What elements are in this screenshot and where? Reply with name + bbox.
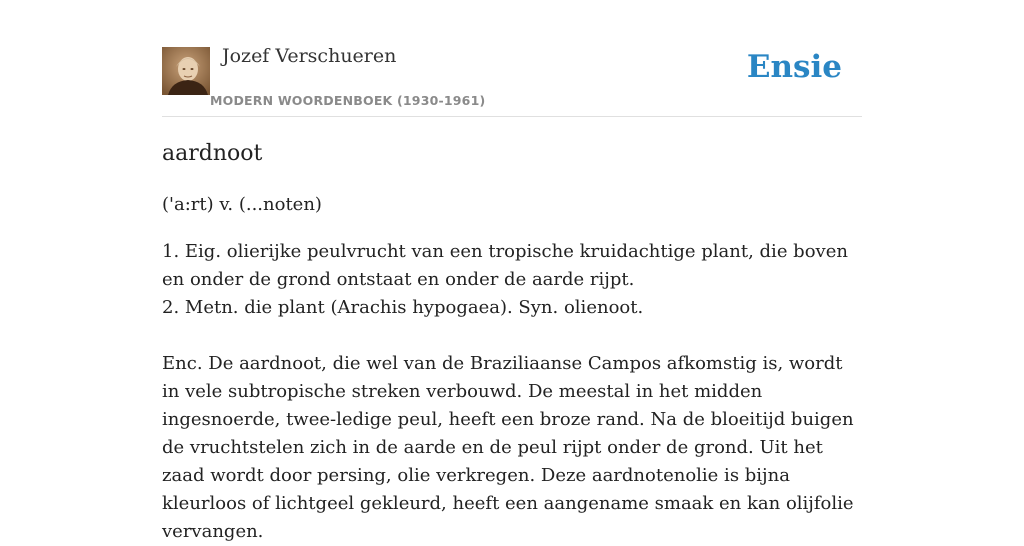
ensie-logo[interactable]: Ensie xyxy=(746,49,842,85)
definition-2: 2. Metn. die plant (Arachis hypogaea). Syn. olienoot. xyxy=(162,297,644,318)
entry-body xyxy=(162,238,862,546)
header xyxy=(162,0,862,117)
source-dictionary[interactable]: MODERN WOORDENBOEK (1930-1961) xyxy=(210,93,486,108)
author-portrait-image xyxy=(162,47,210,95)
author-name[interactable]: Jozef Verschueren xyxy=(222,45,397,67)
entry-content xyxy=(162,136,862,546)
paragraph-gap xyxy=(162,322,862,350)
entry-headword: aardnoot xyxy=(162,141,263,166)
entry-pronunciation: ('a:rt) v. (...noten) xyxy=(162,194,322,215)
encyclopedic-note: Enc. De aardnoot, die wel van de Braziliaanse Campos afkomstig is, wordt in vele subtropische streken verbouwd. De meestal in het midden ingesnoerde, twee-ledige peul, heeft een broze rand. Na de bloeitijd buigen de vruchtstelen zich in de aarde en de peul rijpt onder de grond. Uit het zaad wordt door persing, olie verkregen. Deze aardnotenolie is bijna kleurloos of lichtgeel gekleurd, heeft een aangename smaak en kan olijfolie vervangen. xyxy=(162,353,854,542)
definition-1: 1. Eig. olierijke peulvrucht van een tropische kruidachtige plant, die boven en onder de grond ontstaat en onder de aarde rijpt. xyxy=(162,241,848,290)
author-avatar[interactable] xyxy=(162,47,210,95)
